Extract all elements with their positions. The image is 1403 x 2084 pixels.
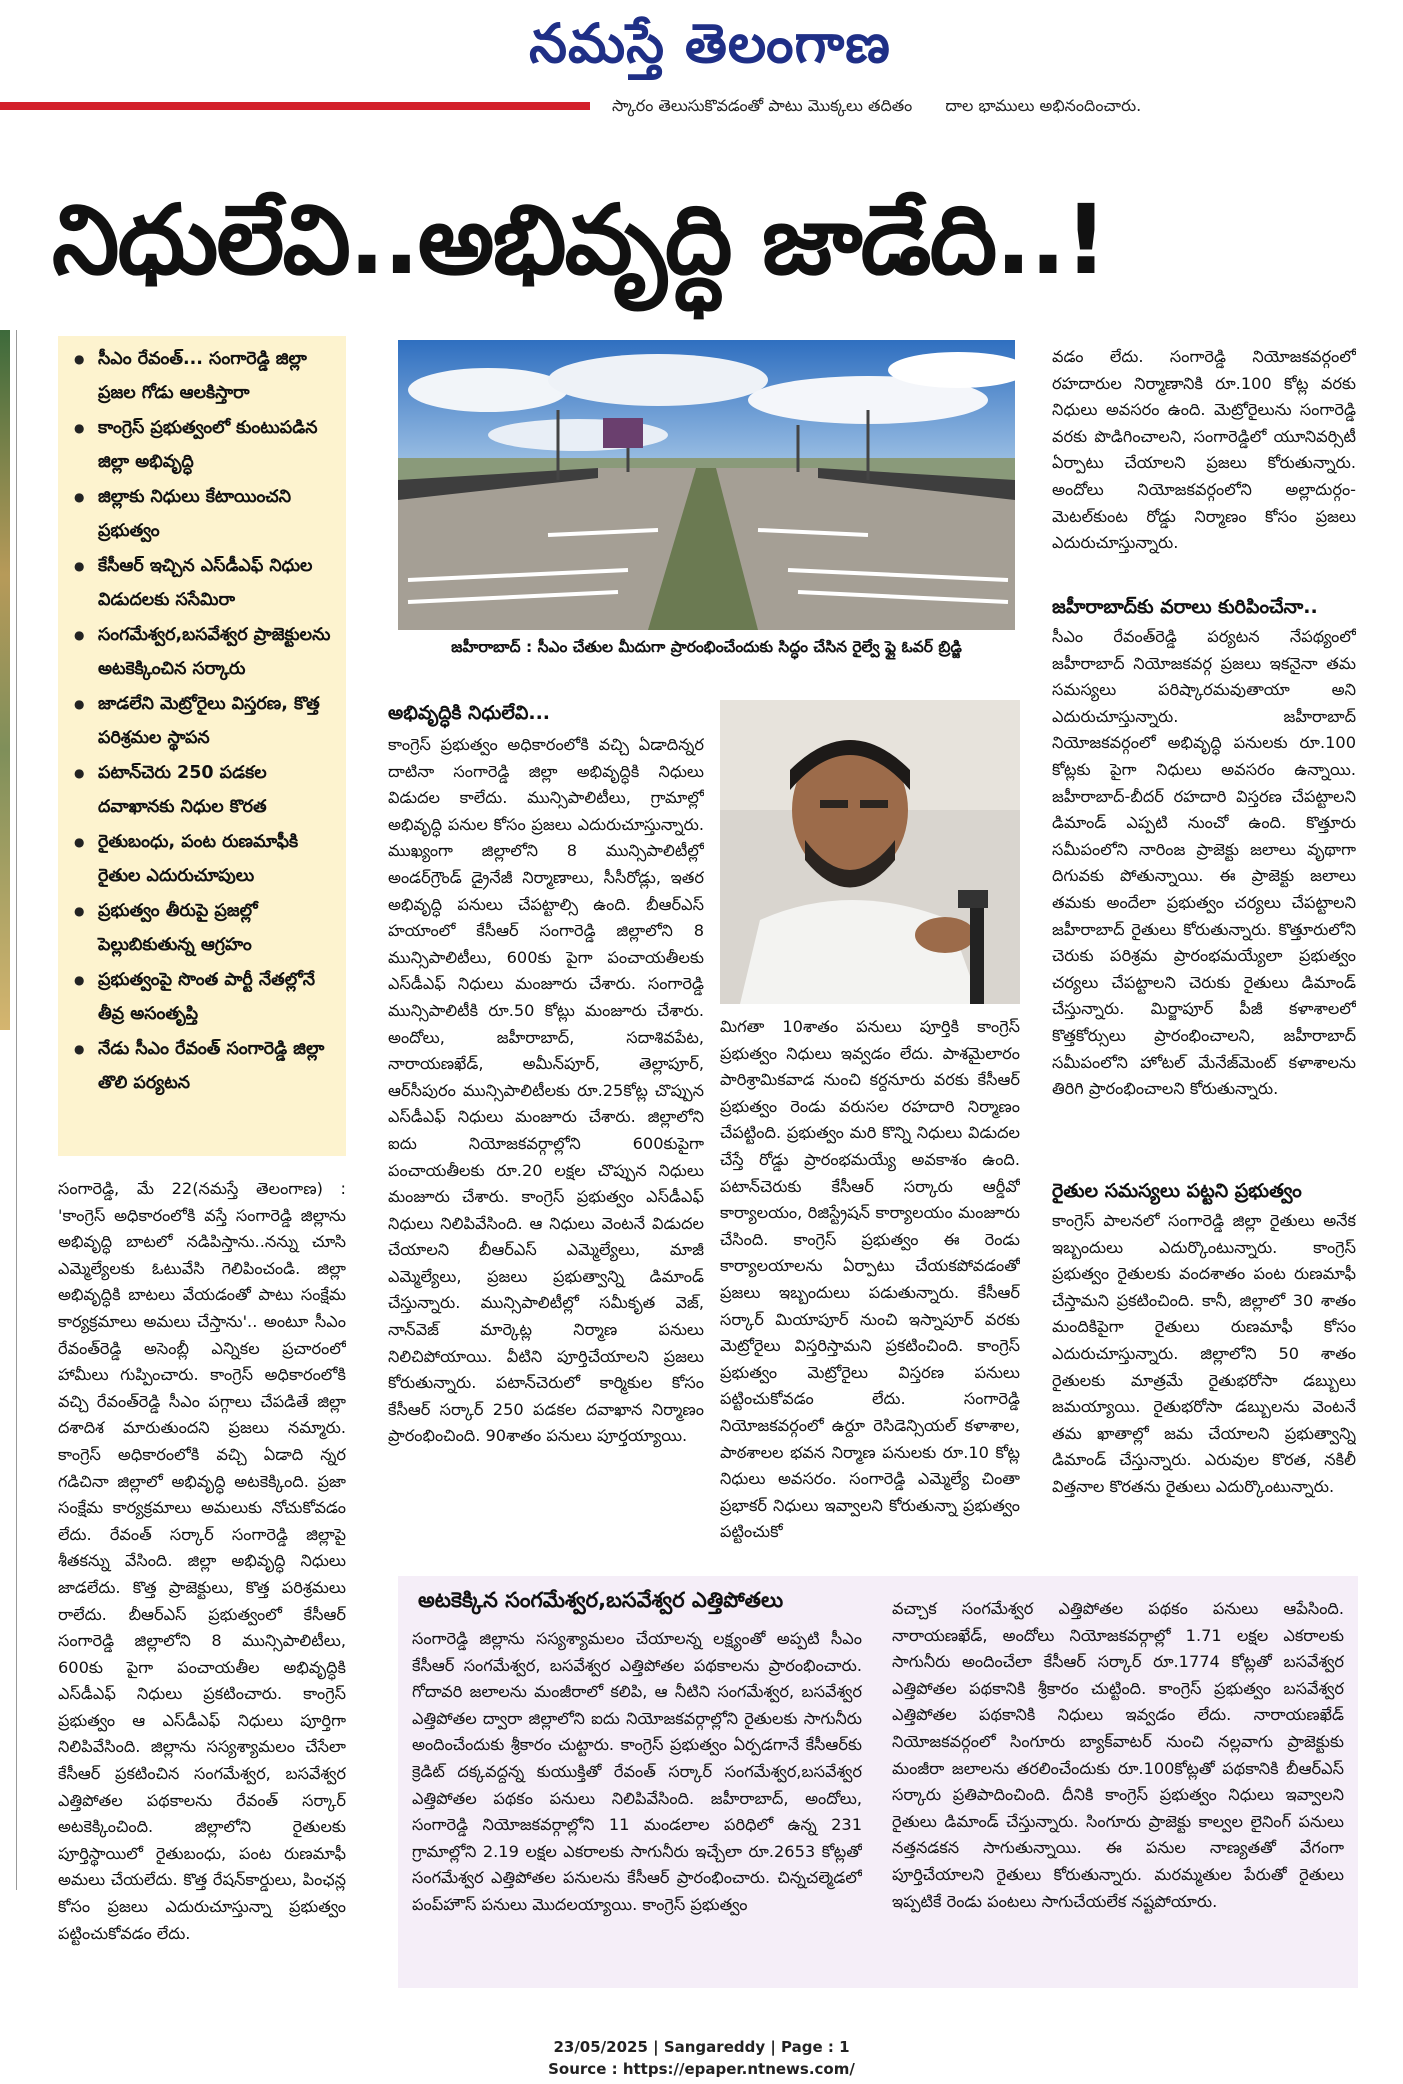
flyover-photo: [398, 340, 1015, 630]
highlight-item: ● జాడలేని మెట్రోరైలు విస్తరణ, కొత్త పరిశ్రమల స్థాపన: [72, 687, 340, 755]
box-column-left: సంగారెడ్డి జిల్లాను సస్యశ్యామలం చేయాలన్న లక్ష్యంతో అప్పటి సీఎం కేసీఆర్ సంగమేశ్వర, బసవేశ్వర ఎత్తిపోతల పథకాలను ప్రారంభించారు. గోదావరి జలాలను మంజీరాలో కలిపి, ఆ నీటిని సంగమేశ్వర, బసవేశ్వర ఎత్తిపోతల ద్వారా జిల్లాలోని ఐదు నియోజకవర్గాల్లోని రైతులకు సాగునీరు అందించేందుకు శ్రీకారం చుట్టారు. కాంగ్రెస్ ప్రభుత్వం ఏర్పడగానే కేసీఆర్‌కు క్రెడిట్ దక్కవద్దన్న కుయుక్తితో రేవంత్ సర్కార్ సంగమేశ్వర,బసవేశ్వర ఎత్తిపోతల పథకం పనులు నిలిపివేసింది. జహీరాబాద్, అందోలు, సంగారెడ్డి నియోజకవర్గాల్లోని 11 మండలాల పరిధిలో ఉన్న 231 గ్రామాల్లోని 2.19 లక్షల ఎకరాలకు సాగునీరు ఇచ్చేలా రూ.2653 కోట్లతో సంగమేశ్వర ఎత్తిపోతల పనులను కేసీఆర్ ప్రారంభించారు. చిన్నచల్మెడలో పంప్‌హౌస్ పనులు మొదలయ్యాయి. కాంగ్రెస్ ప్రభుత్వం: [412, 1629, 862, 1914]
teaser-left: స్కారం తెలుసుకొవడంతో పాటు మొక్కలు తదితం: [612, 96, 913, 115]
subhead-development-funds: అభివృద్ధికి నిధులేవి...: [388, 702, 551, 724]
masthead-teaser: [612, 96, 1312, 118]
page-footer: [0, 2036, 1403, 2080]
highlight-item: ● కేసీఆర్ ఇచ్చిన ఎస్‌డీఎఫ్ నిధుల విడుదలకు ససేమిరా: [72, 549, 340, 617]
highlight-item: ● సీఎం రేవంత్... సంగారెడ్డి జిల్లా ప్రజల గోడు ఆలకిస్తారా: [72, 342, 340, 410]
highlight-item: ● నేడు సీఎం రేవంత్ సంగారెడ్డి జిల్లా తొలి పర్యటన: [72, 1032, 340, 1100]
adjacent-page-edge: [0, 330, 22, 1830]
article-column-4c: కాంగ్రెస్ పాలనలో సంగారెడ్డి జిల్లా రైతులు అనేక ఇబ్బందులు ఎదుర్కొంటున్నారు. కాంగ్రెస్ ప్రభుత్వం రైతులకు వందశాతం పంట రుణమాఫీ చేస్తామని ప్రకటించింది. కానీ, జిల్లాలో 30 శాతం మందికిపైగా రైతులు రుణమాఫీ కోసం ఎదురుచూస్తున్నారు. జిల్లాలోని 50 శాతం రైతులకు మాత్రమే రైతుభరోసా డబ్బులు జమయ్యాయి. రైతుభరోసా డబ్బులను వెంటనే తమ ఖాతాల్లో జమ చేయాలని ప్రభుత్వాన్ని డిమాండ్ చేస్తున్నారు. ఎరువుల కొరత, నకిలీ విత్తనాల కొరతను రైతులు ఎదుర్కొంటున్నారు.: [1052, 1211, 1356, 1496]
highlight-item: ● పటాన్‌చెరు 250 పడకల దవాఖానకు నిధుల కొరత: [72, 756, 340, 824]
highlight-item: ● ప్రభుత్వం తీరుపై ప్రజల్లో పెల్లుబికుతున్న ఆగ్రహం: [72, 894, 340, 962]
footer-edition-line: 23/05/2025 | Sangareddy | Page : 1: [553, 2038, 850, 2056]
article-column-1: సంగారెడ్డి, మే 22(నమస్తే తెలంగాణ) : 'కాంగ్రెస్ అధికారంలోకి వస్తే సంగారెడ్డి జిల్లాను అభివృద్ధి బాటలో నడిపిస్తాను..నన్ను చూసి ఎమ్మెల్యేలకు ఓటువేసి గెలిపించండి. జిల్లా అభివృద్ధికి బాటలు వేయడంతో పాటు సంక్షేమ కార్యక్రమాలు అమలు చేస్తాను'.. అంటూ సీఎం రేవంత్‌రెడ్డి అసెంబ్లీ ఎన్నికల ప్రచారంలో హామీలు గుప్పించారు. కాంగ్రెస్ అధికారంలోకి వచ్చి రేవంత్‌రెడ్డి సీఎం పగ్గాలు చేపడితే జిల్లా దశాదిశ మారుతుందని ప్రజలు నమ్మారు. కాంగ్రెస్ అధికారంలోకి వచ్చి ఏడాది న్నర గడిచినా జిల్లాలో అభివృద్ధి అటకెక్కింది. ప్రజా సంక్షేమ కార్యక్రమాలు అమలుకు నోచుకోవడం లేదు. రేవంత్ సర్కార్ సంగారెడ్డి జిల్లాపై శీతకన్ను వేసింది. జిల్లా అభివృద్ధి నిధులు జాడలేదు. కొత్త ప్రాజెక్టులు, కొత్త పరిశ్రమలు రాలేదు. బీఆర్‌ఎస్ ప్రభుత్వంలో కేసీఆర్ సంగారెడ్డి జిల్లాలోని 8 మున్సిపాలిటీలు, 600కు పైగా పంచాయతీల అభివృద్ధికి ఎస్‌డీఎఫ్ నిధులు ప్రకటించారు. కాంగ్రెస్ ప్రభుత్వం ఆ ఎస్‌డీఎఫ్ నిధులు పూర్తిగా నిలిపివేసింది. జిల్లాను సస్యశ్యామలం చేసేలా కేసీఆర్ ప్రకటించిన సంగమేశ్వర, బసవేశ్వర ఎత్తిపోతల పథకాలను రేవంత్ సర్కార్ అటకెక్కించింది. జిల్లాలోని రైతులకు పూర్తిస్థాయిలో రైతుబంధు, పంట రుణమాఫీ అమలు చేయలేదు. కొత్త రేషన్‌కార్డులు, పింఛన్ల కోసం ప్రజలు ఎదురుచూస్తున్నా ప్రభుత్వం పట్టించుకోవడం లేదు.: [58, 1179, 346, 1943]
cm-portrait-image: [720, 700, 1020, 1004]
highlight-item: ● కాంగ్రెస్ ప్రభుత్వంలో కుంటుపడిన జిల్లా అభివృద్ధి: [72, 411, 340, 479]
newspaper-logo: నమస్తే తెలంగాణ: [529, 11, 891, 75]
masthead: [0, 0, 1403, 115]
box-column-right: వచ్చాక సంగమేశ్వర ఎత్తిపోతల పథకం పనులు ఆపేసింది. నారాయణఖేడ్, అందోలు నియోజకవర్గాల్లో 1.71 లక్షల ఎకరాలకు సాగునీరు అందించేలా కేసీఆర్ సర్కార్ రూ.1774 కోట్లతో బసవేశ్వర ఎత్తిపోతల పథకానికి శ్రీకారం చుట్టింది. కాంగ్రెస్ ప్రభుత్వం బసవేశ్వర ఎత్తిపోతల పథకానికి నిధులు ఇవ్వడం లేదు. నారాయణఖేడ్ నియోజకవర్గంలో సింగూరు బ్యాక్‌వాటర్ నుంచి నల్లవాగు ప్రాజెక్టుకు మంజీరా జలాలను తరలించేందుకు రూ.100కోట్లతో పథకానికి బీఆర్‌ఎస్ సర్కారు ప్రతిపాదించింది. దీనికి కాంగ్రెస్ ప్రభుత్వం నిధులు ఇవ్వాలని రైతులు డిమాండ్ చేస్తున్నారు. సింగూరు ప్రాజెక్టు కాల్వల లైనింగ్ పనులు నత్తనడకన సాగుతున్నాయి. ఈ పనుల నాణ్యతతో వేగంగా పూర్తిచేయాలని రైతులు కోరుతున్నారు. మరమ్మతుల పేరుతో రైతులు ఇప్పటికే రెండు పంటలు సాగుచేయలేక నష్టపోయారు.: [892, 1599, 1344, 1911]
irrigation-projects-box: [398, 1576, 1358, 1988]
photo-caption: జహీరాబాద్ : సీఎం చేతుల మీదుగా ప్రారంభించేందుకు సిద్ధం చేసిన రైల్వే ఫ్లై ఓవర్ బ్రిడ్జి: [451, 638, 962, 656]
subhead-farmers-issues: రైతుల సమస్యలు పట్టని ప్రభుత్వం: [1052, 1180, 1302, 1202]
highlight-item: ● సంగమేశ్వర,బసవేశ్వర ప్రాజెక్టులను అటకెక్కించిన సర్కారు: [72, 618, 340, 686]
highlight-item: ● రైతుబంధు, పంట రుణమాఫీకి రైతుల ఎదురుచూపులు: [72, 825, 340, 893]
article-column-2: కాంగ్రెస్ ప్రభుత్వం అధికారంలోకి వచ్చి ఏడాదిన్నర దాటినా సంగారెడ్డి జిల్లా అభివృద్ధికి నిధులు విడుదల కాలేదు. మున్సిపాలిటీలు, గ్రామాల్లో అభివృద్ధి పనుల కోసం ప్రజలు ఎదురుచూస్తున్నారు. ముఖ్యంగా జిల్లాలోని 8 మున్సిపాలిటీల్లో అండర్‌గ్రౌండ్ డ్రైనేజీ నిర్మాణాలు, సీసీరోడ్లు, ఇతర అభివృద్ధి పనులు చేపట్టాల్సి ఉంది. బీఆర్‌ఎస్ హయాంలో కేసీఆర్ సంగారెడ్డి జిల్లాలోని 8 మున్సిపాలిటీలు, 600కు పైగా పంచాయతీలకు ఎస్‌డీఎఫ్ నిధులు మంజూరు చేశారు. సంగారెడ్డి మున్సిపాలిటీకి రూ.50 కోట్లు మంజూరు చేశారు. అందోలు, జహీరాబాద్, సదాశివపేట, నారాయణఖేడ్, అమీన్‌పూర్, తెల్లాపూర్, ఆర్‌సీపురం మున్సిపాలిటీలకు రూ.25కోట్ల చొప్పున ఎస్‌డీఎఫ్ నిధులు మంజూరు చేశారు. జిల్లాలోని ఐదు నియోజకవర్గాల్లోని 600కుపైగా పంచాయతీలకు రూ.20 లక్షల చొప్పున నిధులు మంజూరు చేశారు. కాంగ్రెస్ ప్రభుత్వం ఎస్‌డీఎఫ్ నిధులు నిలిపివేసింది. ఆ నిధులు వెంటనే విడుదల చేయాలని బీఆర్‌ఎస్ ఎమ్మెల్యేలు, మాజీ ఎమ్మెల్యేలు, ప్రజలు ప్రభుత్వాన్ని డిమాండ్ చేస్తున్నారు. మున్సిపాలిటీల్లో సమీకృత వెజ్, నాన్‌వెజ్ మార్కెట్ల నిర్మాణ పనులు నిలిచిపోయాయి. వీటిని పూర్తిచేయాలని ప్రజలు కోరుతున్నారు. పటాన్‌చెరులో కార్మికుల కోసం కేసీఆర్ సర్కార్ 250 పడకల దవాఖాన నిర్మాణం ప్రారంభించింది. 90శాతం పనులు పూర్తయ్యాయి.: [388, 735, 704, 1446]
article-column-4a: వడం లేదు. సంగారెడ్డి నియోజకవర్గంలో రహదారుల నిర్మాణానికి రూ.100 కోట్ల వరకు నిధులు అవసరం ఉంది. మెట్రోరైలును సంగారెడ్డి వరకు పొడిగించాలని, సంగారెడ్డిలో యూనివర్సిటీ ఏర్పాటు చేయాలని ప్రజలు కోరుతున్నారు. అందోలు నియోజకవర్గంలోని అల్లాదుర్గం-మెటల్‌కుంట రోడ్డు నిర్మాణం కోసం ప్రజలు ఎదురుచూస్తున్నారు.: [1052, 347, 1356, 553]
highlight-item: ● జిల్లాకు నిధులు కేటాయించని ప్రభుత్వం: [72, 480, 340, 548]
flyover-image: [398, 340, 1015, 630]
article-column-4b: సీఎం రేవంత్‌రెడ్డి పర్యటన నేపథ్యంలో జహీరాబాద్ నియోజకవర్గ ప్రజలు ఇకనైనా తమ సమస్యలు పరిష్కారమవుతాయా అని ఎదురుచూస్తున్నారు. జహీరాబాద్ నియోజకవర్గంలో అభివృద్ధి పనులకు రూ.100 కోట్లకు పైగా నిధులు అవసరం ఉన్నాయి. జహీరాబాద్-బీదర్ రహదారి విస్తరణ చేపట్టాలని డిమాండ్ ఎప్పటి నుంచో ఉంది. కొత్తూరు సమీపంలోని నారింజ ప్రాజెక్టు జలాలు వృథాగా దిగువకు పోతున్నాయి. ఈ ప్రాజెక్టు జలాలు తమకు అందేలా ప్రభుత్వం చర్యలు చేపట్టాలని జహీరాబాద్ రైతులు కోరుతున్నారు. కొత్తూరులోని చెరుకు పరిశ్రమ ప్రారంభమయ్యేలా ప్రభుత్వం చర్యలు చేపట్టాలని చెరుకు రైతులు డిమాండ్ చేస్తున్నారు. మిర్జాపూర్ పీజీ కళాశాలలో కొత్తకోర్సులు ప్రారంభించాలని, జహీరాబాద్ సమీపంలోని హోటల్ మేనేజ్‌మెంట్ కళాశాలను తిరిగి ప్రారంభించాలని కోరుతున్నారు.: [1052, 627, 1356, 1099]
box-title: అటకెక్కిన సంగమేశ్వర,బసవేశ్వర ఎత్తిపోతలు: [418, 1588, 784, 1612]
main-headline: నిధులేవి..అభివృద్ధి జాడేది..!: [52, 184, 1106, 296]
article-column-3: మిగతా 10శాతం పనులు పూర్తికి కాంగ్రెస్ ప్రభుత్వం నిధులు ఇవ్వడం లేదు. పాశమైలారం పారిశ్రామికవాడ నుంచి కర్దనూరు వరకు కేసీఆర్ ప్రభుత్వం రెండు వరుసల రహదారి నిర్మాణం చేపట్టింది. ప్రభుత్వం మరి కొన్ని నిధులు విడుదల చేస్తే రోడ్డు ప్రారంభమయ్యే అవకాశం ఉంది. పటాన్‌చెరుకు కేసీఆర్ సర్కారు ఆర్డీవో కార్యాలయం, రిజిస్ట్రేషన్ కార్యాలయం మంజూరు చేసింది. కాంగ్రెస్ ప్రభుత్వం ఈ రెండు కార్యాలయాలను ఏర్పాటు చేయకపోవడంతో ప్రజలు ఇబ్బందులు పడుతున్నారు. కేసీఆర్ సర్కార్ మియాపూర్ నుంచి ఇస్నాపూర్ వరకు మెట్రోరైలు విస్తరిస్తామని ప్రకటించింది. కాంగ్రెస్ ప్రభుత్వం మెట్రోరైలు విస్తరణ పనులు పట్టించుకోవడం లేదు. సంగారెడ్డి నియోజకవర్గంలో ఉర్దూ రెసిడెన్సియల్ కళాశాల, పాఠశాలల భవన నిర్మాణ పనులకు రూ.10 కోట్ల నిధులు అవసరం. సంగారెడ్డి ఎమ్మెల్యే చింతా ప్రభాకర్ నిధులు ఇవ్వాలని కోరుతున్నా ప్రభుత్వం పట్టించుకో: [720, 1017, 1020, 1542]
footer-source-line: Source : https://epaper.ntnews.com/: [548, 2060, 855, 2078]
masthead-red-rule: [0, 102, 590, 110]
adjacent-photo-fragment: [0, 330, 10, 1030]
cm-revanth-photo: [720, 700, 1020, 1004]
highlights-list: [72, 342, 340, 1100]
teaser-right: దాల భాములు అభినందించారు.: [945, 96, 1142, 115]
subhead-zaheerabad: జహీరాబాద్‌కు వరాలు కురిపించేనా..: [1052, 596, 1318, 618]
column-divider: [16, 330, 17, 1890]
highlight-item: ● ప్రభుత్వంపై సొంత పార్టీ నేతల్లోనే తీవ్ర అసంతృప్తి: [72, 963, 340, 1031]
highlights-box: [58, 336, 346, 1156]
